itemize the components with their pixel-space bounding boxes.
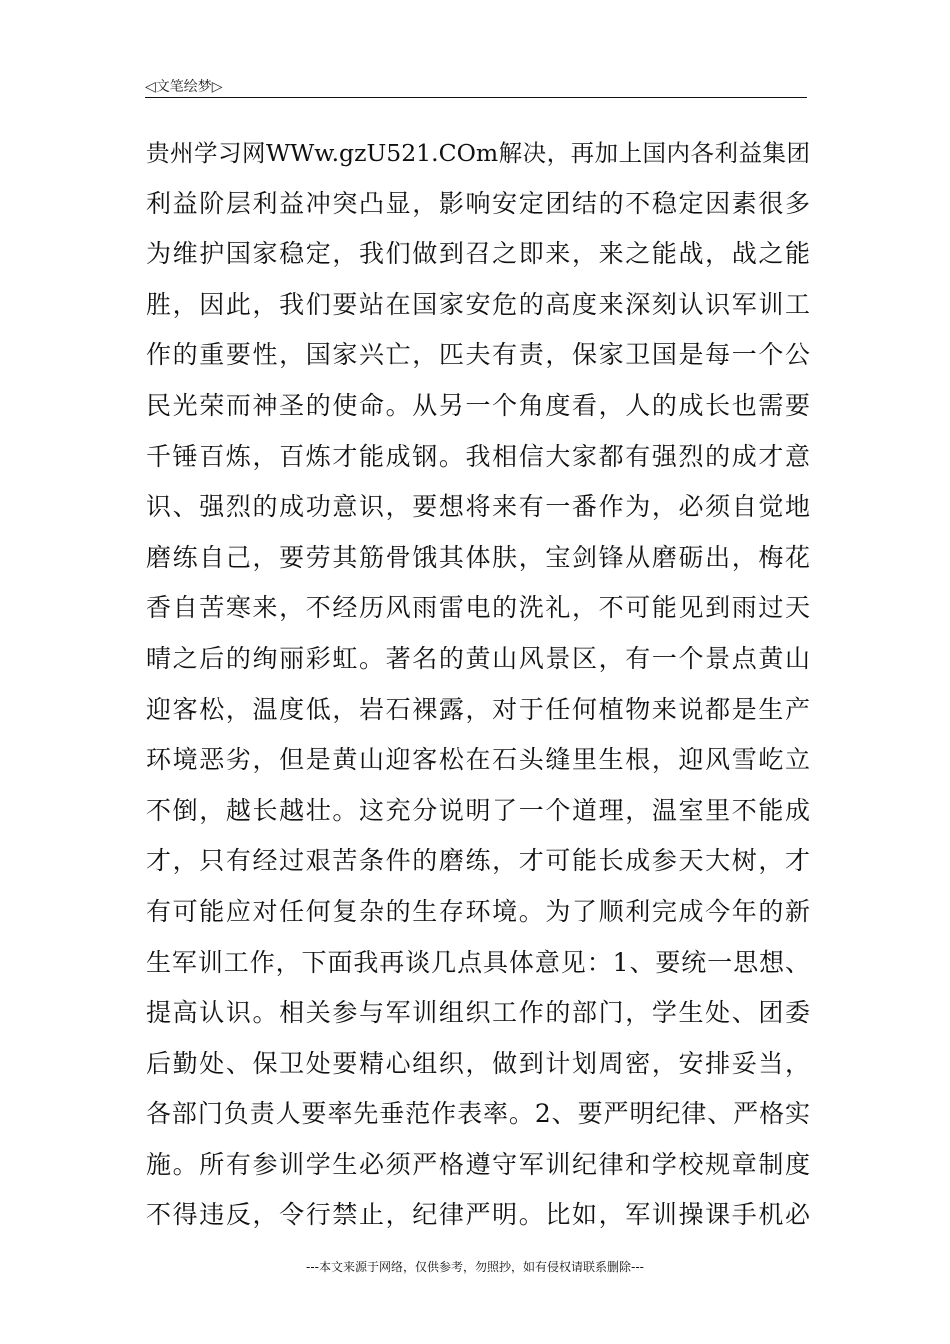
text-line: 迎客松，温度低，岩石裸露，对于任何植物来说都是生产 [146, 694, 810, 724]
page-header [145, 74, 807, 98]
text-line: 各部门负责人要率先垂范作表率。2、要严明纪律、严格实 [146, 1099, 810, 1129]
text-line: 识、强烈的成功意识，要想将来有一番作为，必须自觉地 [146, 492, 810, 522]
text-line: 胜，因此，我们要站在国家安危的高度来深刻认识军训工 [146, 289, 810, 319]
text-line: 才，只有经过艰苦条件的磨练，才可能长成参天大树，才 [146, 846, 810, 876]
document-body [146, 128, 810, 1241]
text-line: 利益阶层利益冲突凸显，影响安定团结的不稳定因素很多 [146, 188, 810, 218]
text-line: 为维护国家稳定，我们做到召之即来，来之能战，战之能 [146, 239, 810, 269]
text-line: 千锤百炼，百炼才能成钢。我相信大家都有强烈的成才意 [146, 441, 810, 471]
text-line: 不倒，越长越壮。这充分说明了一个道理，温室里不能成 [146, 795, 810, 825]
text-line: 环境恶劣，但是黄山迎客松在石头缝里生根，迎风雪屹立 [146, 745, 810, 775]
text-line: 作的重要性，国家兴亡，匹夫有责，保家卫国是每一个公 [146, 340, 810, 370]
text-line: 不得违反，令行禁止，纪律严明。比如，军训操课手机必 [146, 1200, 810, 1230]
header-title: ◁文笔绘梦▷ [145, 79, 223, 95]
header-divider [145, 97, 807, 98]
text-line: 香自苦寒来，不经历风雨雷电的洗礼，不可能见到雨过天 [146, 593, 810, 623]
text-line: 磨练自己，要劳其筋骨饿其体肤，宝剑锋从磨砺出，梅花 [146, 542, 810, 572]
page-footer: ---本文来源于网络，仅供参考，勿照抄，如有侵权请联系删除--- [306, 1260, 644, 1274]
text-line: 民光荣而神圣的使命。从另一个角度看，人的成长也需要 [146, 390, 810, 420]
text-line: 生军训工作，下面我再谈几点具体意见：1、要统一思想、 [146, 947, 810, 977]
text-line: 提高认识。相关参与军训组织工作的部门，学生处、团委 [146, 998, 810, 1028]
text-line: 晴之后的绚丽彩虹。著名的黄山风景区，有一个景点黄山 [146, 643, 810, 673]
text-line: 后勤处、保卫处要精心组织，做到计划周密，安排妥当， [146, 1048, 810, 1078]
text-line: 施。所有参训学生必须严格遵守军训纪律和学校规章制度 [146, 1149, 810, 1179]
text-line: 贵州学习网WWw.gzU521.COm解决，再加上国内各利益集团 [146, 139, 810, 167]
text-line: 有可能应对任何复杂的生存环境。为了顺利完成今年的新 [146, 896, 810, 926]
